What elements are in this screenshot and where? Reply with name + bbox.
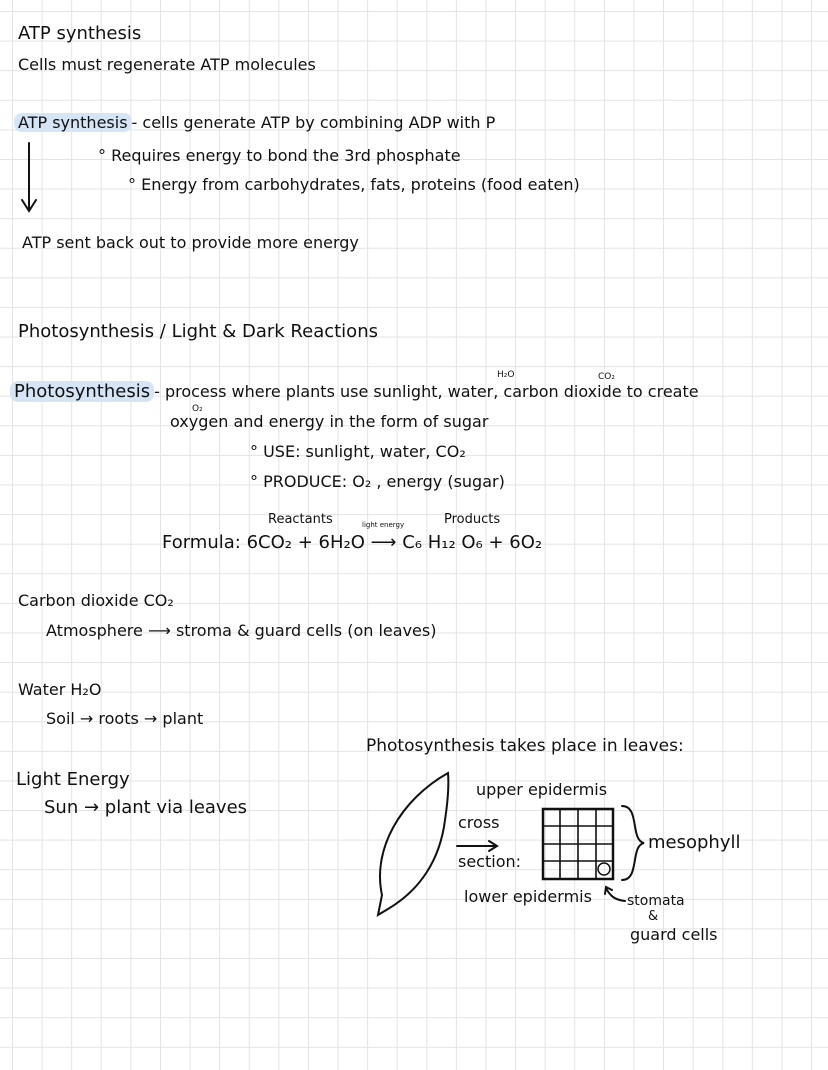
formula-products: C₆ H₁₂ O₆ + 6O₂ — [402, 532, 543, 553]
photo-title: Photosynthesis / Light & Dark Reactions — [18, 321, 378, 342]
label-lower-epidermis: lower epidermis — [464, 887, 592, 906]
atp-title: ATP synthesis — [18, 23, 142, 44]
water-path: Soil → roots → plant — [46, 709, 204, 728]
label-mesophyll: mesophyll — [648, 832, 741, 853]
note-co2: CO₂ — [598, 372, 615, 382]
atp-result: ATP sent back out to provide more energy — [22, 233, 359, 252]
atp-bullet-1: ° Requires energy to bond the 3rd phosphate — [98, 146, 461, 165]
formula-label: Formula: — [162, 532, 241, 553]
photo-produce: ° PRODUCE: O₂ , energy (sugar) — [250, 472, 505, 491]
label-guard-cells: guard cells — [630, 925, 718, 944]
atp-definition-text: - cells generate ATP by combining ADP with P — [131, 113, 496, 132]
light-title: Light Energy — [16, 769, 130, 790]
label-stomata: stomata — [627, 893, 685, 909]
note-h2o: H₂O — [497, 370, 515, 380]
stomata-arrow-icon — [605, 887, 625, 901]
photo-definition-line2: oxygen and energy in the form of sugar — [170, 412, 489, 431]
label-amp: & — [648, 909, 659, 924]
cell-grid-icon — [543, 809, 613, 879]
diagram-caption: Photosynthesis takes place in leaves: — [366, 736, 684, 756]
leaf-icon — [378, 773, 448, 915]
label-cross: cross — [458, 813, 500, 832]
photo-use: ° USE: sunlight, water, CO₂ — [250, 442, 466, 461]
atp-term: ATP synthesis — [14, 113, 132, 132]
reactants-label: Reactants — [268, 512, 333, 527]
arrow-icon: ⟶ — [370, 532, 397, 553]
atp-bullet-2: ° Energy from carbohydrates, fats, proteins (food eaten) — [128, 175, 580, 194]
water-title: Water H₂O — [18, 680, 102, 699]
light-path: Sun → plant via leaves — [44, 797, 248, 818]
brace-icon — [622, 806, 644, 880]
label-section: section: — [458, 852, 522, 871]
down-arrow-icon — [22, 143, 36, 211]
atp-subtitle: Cells must regenerate ATP molecules — [18, 55, 316, 74]
note-o2: O₂ — [192, 404, 203, 414]
products-label: Products — [444, 512, 501, 527]
label-upper-epidermis: upper epidermis — [476, 780, 608, 799]
co2-path: Atmosphere ⟶ stroma & guard cells (on leaves) — [46, 621, 437, 640]
photo-term: Photosynthesis — [10, 381, 154, 402]
formula-reactants: 6CO₂ + 6H₂O — [246, 532, 365, 553]
photo-definition-text: - process where plants use sunlight, water, carbon dioxide to create — [154, 382, 699, 401]
co2-title: Carbon dioxide CO₂ — [18, 591, 174, 610]
cross-section-arrow-icon — [457, 841, 497, 851]
light-energy-label: light energy — [362, 521, 405, 529]
